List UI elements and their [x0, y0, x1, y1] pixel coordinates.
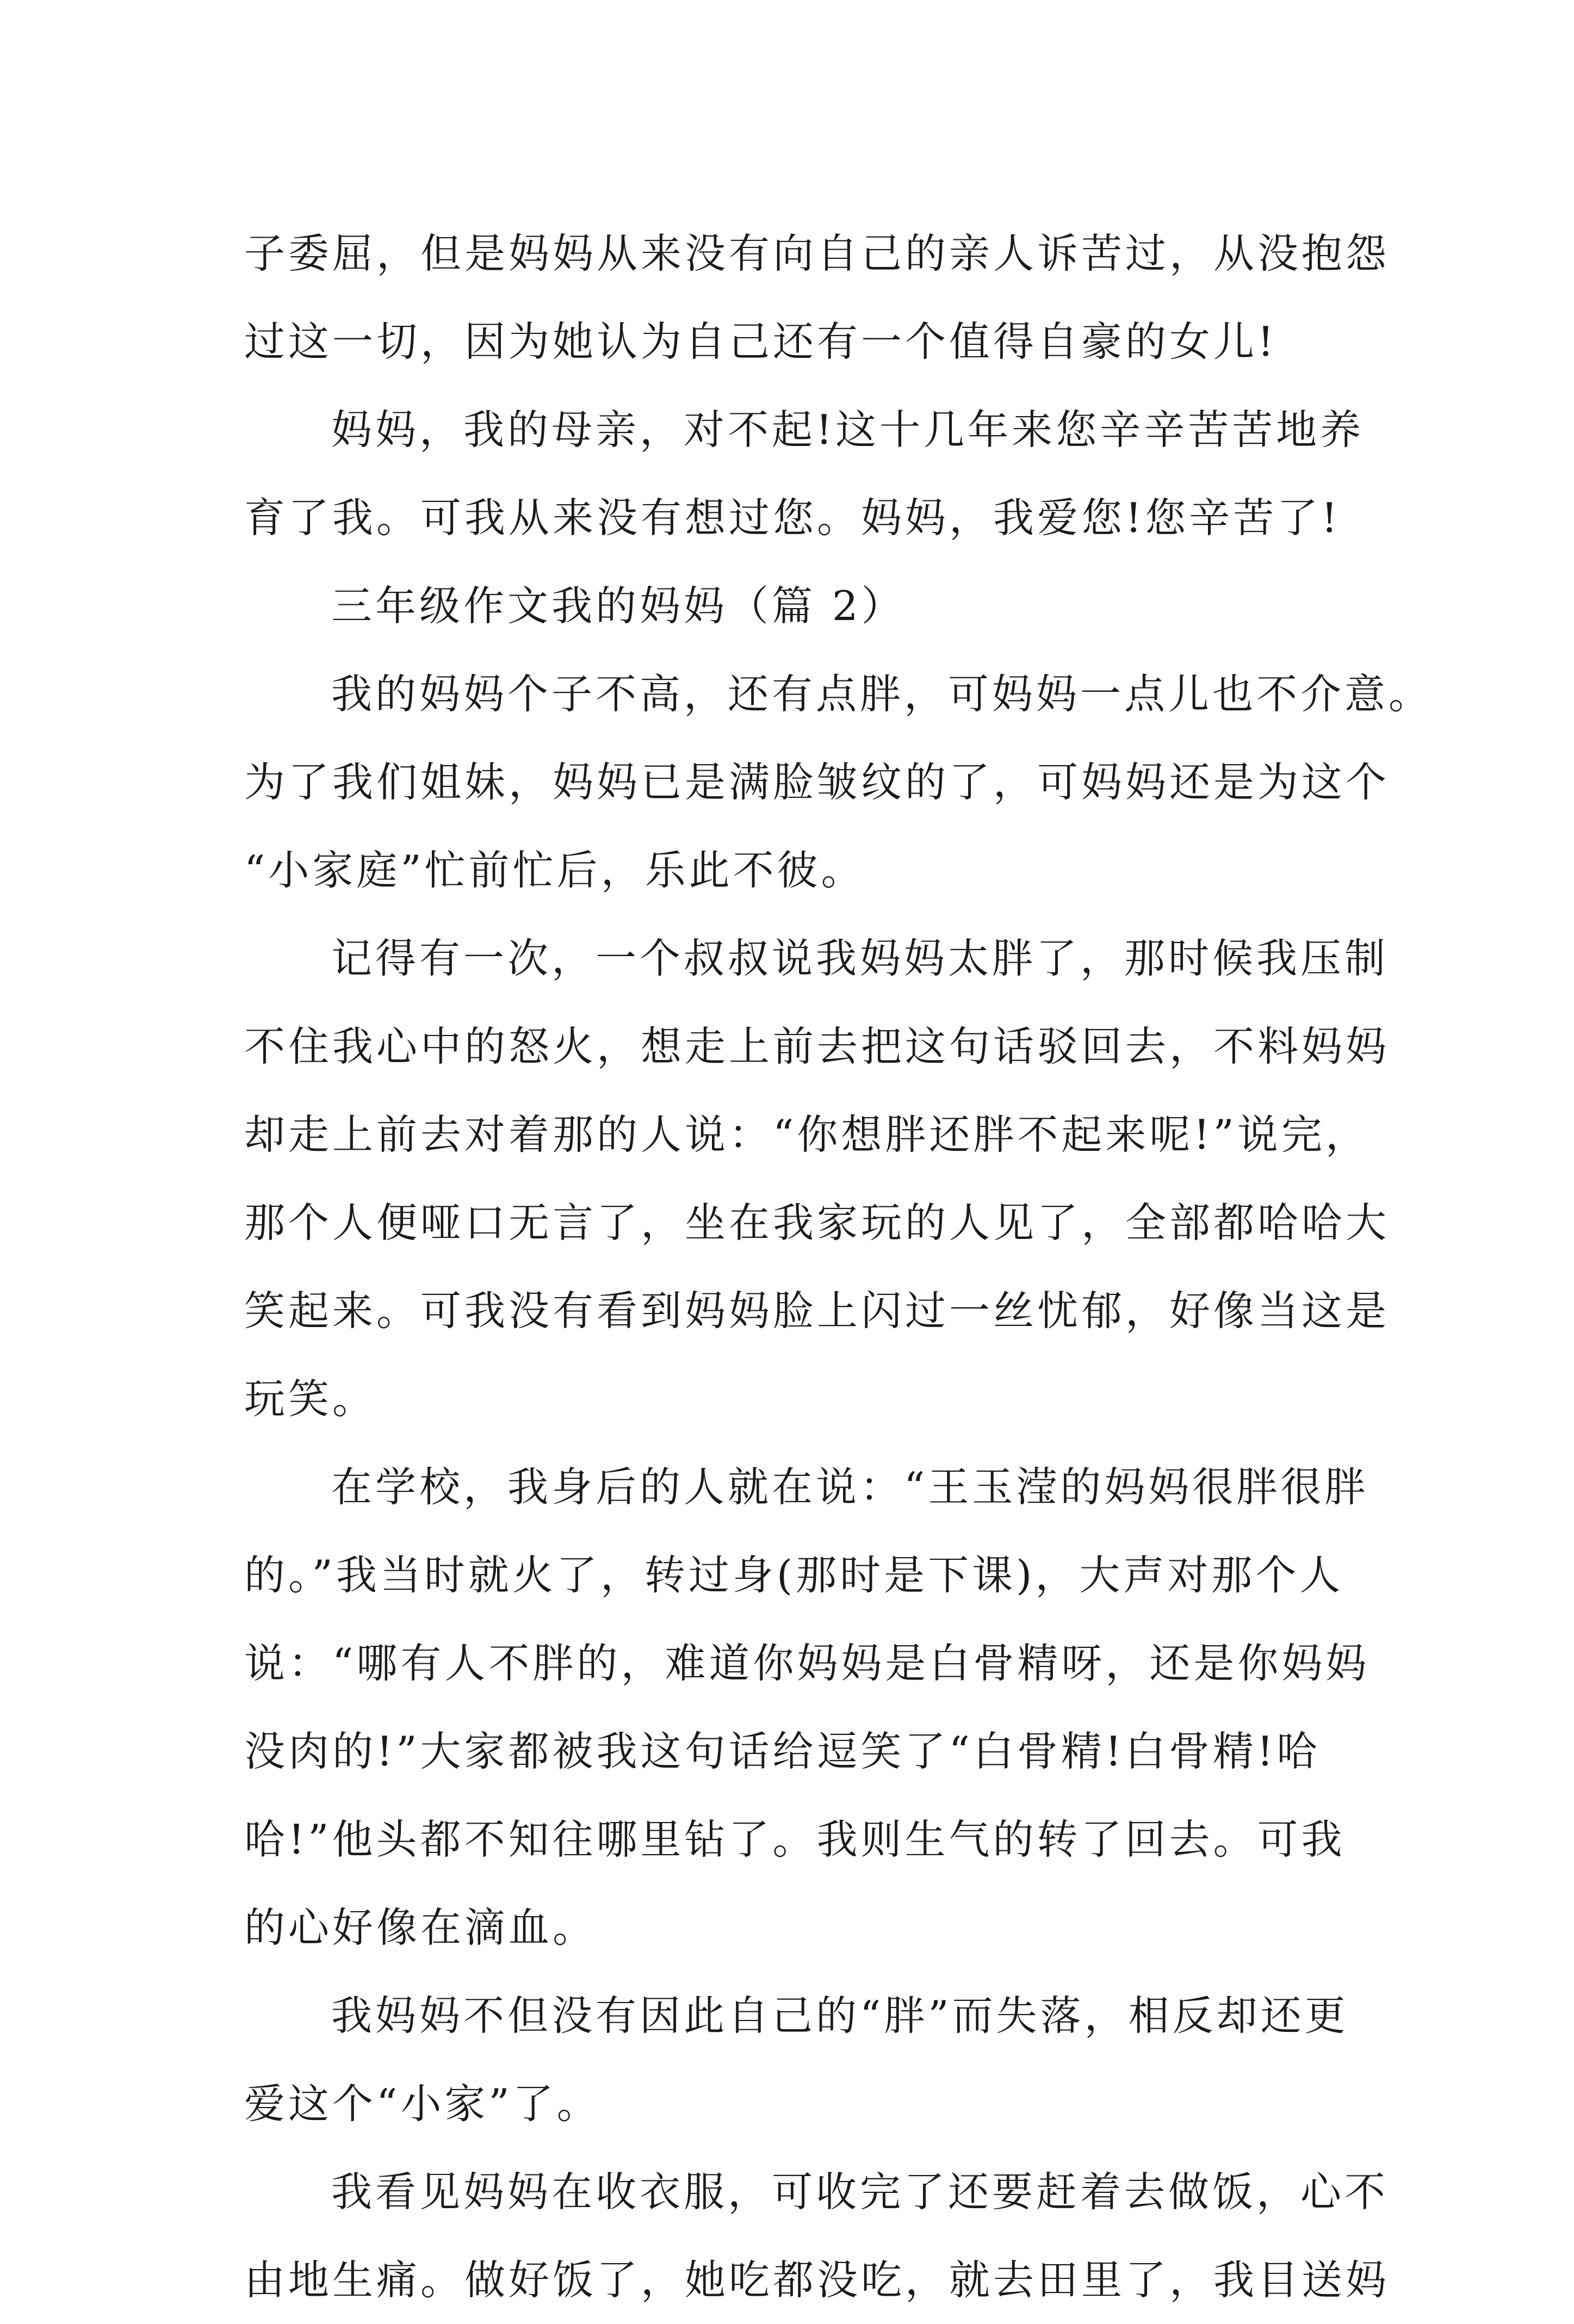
text-line: 哈!”他头都不知往哪里钻了。我则生气的转了回去。可我: [244, 1815, 1346, 1863]
text-line: 我的妈妈个子不高，还有点胖，可妈妈一点儿也不介意。: [331, 670, 1433, 718]
text-line: 由地生痛。做好饭了，她吃都没吃，就去田里了，我目送妈: [244, 2256, 1390, 2304]
text-line: 三年级作文我的妈妈（篇 2）: [331, 582, 906, 630]
text-line: 过这一切，因为她认为自己还有一个值得自豪的女儿!: [244, 318, 1278, 365]
text-line: 育了我。可我从来没有想过您。妈妈，我爱您!您辛苦了!: [244, 494, 1341, 542]
text-line: 爱这个“小家”了。: [244, 2080, 601, 2128]
text-line: 在学校，我身后的人就在说：“王玉滢的妈妈很胖很胖: [331, 1463, 1369, 1511]
text-line: 我妈妈不但没有因此自己的“胖”而失落，相反却还更: [331, 1992, 1349, 2040]
text-line: 没肉的!”大家都被我这句话给逗笑了“白骨精!白骨精!哈: [244, 1727, 1321, 1775]
text-line: 的。”我当时就火了，转过身(那时是下课)，大声对那个人: [244, 1551, 1344, 1599]
text-line: 不住我心中的怒火，想走上前去把这句话驳回去，不料妈妈: [244, 1022, 1390, 1070]
text-line: 为了我们姐妹，妈妈已是满脸皱纹的了，可妈妈还是为这个: [244, 758, 1390, 806]
text-line: 的心好像在滴血。: [244, 1904, 597, 1951]
text-line: 笑起来。可我没有看到妈妈脸上闪过一丝忧郁，好像当这是: [244, 1287, 1390, 1335]
text-line: 妈妈，我的母亲，对不起!这十几年来您辛辛苦苦地养: [331, 406, 1365, 454]
document-body: [244, 209, 1433, 2324]
text-line: 子委屈，但是妈妈从来没有向自己的亲人诉苦过，从没抱怨: [244, 230, 1390, 277]
text-line: “小家庭”忙前忙后，乐此不彼。: [244, 846, 865, 894]
text-line: 我看见妈妈在收衣服，可收完了还要赶着去做饭，心不: [331, 2168, 1389, 2216]
text-line: 玩笑。: [244, 1375, 377, 1423]
text-line: 记得有一次，一个叔叔说我妈妈太胖了，那时候我压制: [331, 934, 1389, 982]
text-line: 那个人便哑口无言了，坐在我家玩的人见了，全部都哈哈大: [244, 1199, 1390, 1247]
text-line: 却走上前去对着那的人说：“你想胖还胖不起来呢!”说完，: [244, 1111, 1369, 1158]
text-line: 说：“哪有人不胖的，难道你妈妈是白骨精呀，还是你妈妈: [244, 1639, 1370, 1687]
